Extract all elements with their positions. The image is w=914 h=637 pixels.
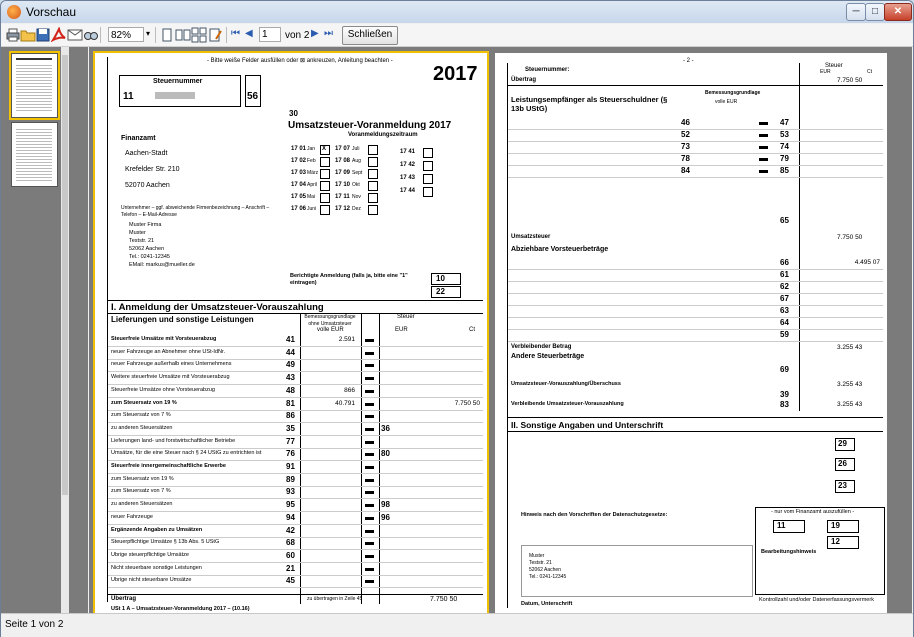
cent-dash xyxy=(365,339,374,342)
close-window-button[interactable]: ✕ xyxy=(884,3,912,21)
unternehmer-line: Muster Firma xyxy=(129,222,162,228)
month-check-box[interactable] xyxy=(320,145,330,155)
abziehbare-header: Abziehbare Vorsteuerbeträge xyxy=(511,246,609,253)
col-eur: volle EUR xyxy=(317,327,344,333)
row-divider xyxy=(508,281,883,282)
month-check-box[interactable] xyxy=(368,169,378,179)
fa-box-number: 11 xyxy=(777,521,786,530)
quarter-cell: 17 41 xyxy=(400,149,416,155)
kz-number: 94 xyxy=(286,512,295,522)
row-label: neuer Fahrzeuge xyxy=(111,513,153,520)
row-label: zu anderen Steuersätzen xyxy=(111,424,173,431)
kz-number: 59 xyxy=(780,330,789,339)
first-page-icon[interactable]: ⏮ xyxy=(231,28,240,39)
kz-number-tax xyxy=(381,360,394,369)
month-check-box[interactable] xyxy=(320,169,330,179)
month-check-box[interactable] xyxy=(320,193,330,203)
find-icon[interactable] xyxy=(83,27,99,43)
hinweis-label: Hinweis nach den Vorschriften der Datenschutzgesetze: xyxy=(521,512,668,518)
kz-number: 81 xyxy=(286,398,295,408)
page2-col-eur: EUR xyxy=(820,69,831,75)
mitwirkung-line: Muster xyxy=(529,553,545,559)
kz-number: 60 xyxy=(286,550,295,560)
quarter-cell: 17 44 xyxy=(400,188,416,194)
month-check-box[interactable] xyxy=(320,205,330,215)
kontrollzahl-label: Kontrollzahl und/oder Datenerfassungsvermerk xyxy=(759,597,874,603)
row-divider xyxy=(508,293,883,294)
thumbnail-page-2[interactable] xyxy=(11,122,58,187)
month-cell: 17 09 xyxy=(335,170,351,176)
kz-number: 86 xyxy=(286,411,295,421)
kz-number: 64 xyxy=(780,318,789,327)
toolbar xyxy=(1,24,913,47)
cent-dash xyxy=(365,568,374,571)
month-cell: 17 06 xyxy=(291,206,307,212)
kz-number-tax: 85 xyxy=(780,166,789,175)
row-label: zum Steuersatz von 7 % xyxy=(111,412,171,419)
row-amount[interactable]: 866 xyxy=(344,386,355,394)
row-label: zum Steuersatz von 7 % xyxy=(111,488,171,495)
page2-steuernummer: Steuernummer: xyxy=(525,67,570,73)
quarter-cell: 17 43 xyxy=(400,175,416,181)
cent-dash xyxy=(365,530,374,533)
kz-number: 91 xyxy=(286,462,295,471)
kz-number-tax xyxy=(381,487,394,496)
ust-vz-label: Umsatzsteuer-Vorauszahlung/Überschuss xyxy=(511,381,621,387)
row-label: Steuerfreie Umsätze ohne Vorsteuerabzug xyxy=(111,386,215,393)
kz-number: 76 xyxy=(286,449,295,459)
zoom-dropdown-icon[interactable]: ▾ xyxy=(146,29,151,38)
kz-number-tax: 36 xyxy=(381,423,390,433)
box-22: 22 xyxy=(436,287,445,296)
app-icon xyxy=(7,5,21,19)
send-icon[interactable] xyxy=(67,27,83,43)
ust-vz-value: 3.255 43 xyxy=(837,381,863,388)
month-cell: 17 11 xyxy=(335,194,350,200)
thumbnail-page-1[interactable] xyxy=(11,53,58,118)
box-10: 10 xyxy=(436,274,445,283)
kz-number: 66 xyxy=(780,258,789,267)
cent-dash xyxy=(759,122,768,125)
kz-number-tax xyxy=(381,551,394,560)
row-label: neuer Fahrzeuge außerhalb eines Unternehmens xyxy=(111,361,232,368)
open-icon[interactable] xyxy=(20,27,36,43)
unternehmer-line: 52062 Aachen xyxy=(129,246,165,252)
section-ii-title: II. Sonstige Angaben und Unterschrift xyxy=(511,420,664,430)
section-13b-title: Leistungsempfänger als Steuerschuldner (§ 13b UStG) xyxy=(511,95,668,113)
quarter-check-box[interactable] xyxy=(423,174,433,184)
next-page-icon[interactable]: ▶ xyxy=(311,28,319,39)
finanzamt-label: Finanzamt xyxy=(121,135,156,142)
row-label: Übrige steuerpflichtige Umsätze xyxy=(111,551,189,558)
cent-dash xyxy=(365,403,374,406)
kz-number: 84 xyxy=(681,166,690,175)
cent-dash xyxy=(759,170,768,173)
kz-number: 44 xyxy=(286,347,295,357)
month-cell: Okt xyxy=(352,182,360,188)
page-number-input[interactable]: 1 xyxy=(259,27,281,42)
month-cell: 17 08 xyxy=(335,158,351,164)
kz-65: 65 xyxy=(780,216,789,225)
page2-header-mark: - 2 - xyxy=(683,58,694,64)
page-count-label: von 2 xyxy=(285,30,310,41)
kz-number-tax: 74 xyxy=(780,142,789,151)
row-divider xyxy=(508,141,883,142)
month-cell: 17 04 xyxy=(291,182,307,188)
title-bar xyxy=(1,1,913,23)
month-cell: 17 02 xyxy=(291,158,307,164)
year: 2017 xyxy=(433,63,478,85)
row-label: zum Steuersatz von 19 % xyxy=(111,475,174,482)
cent-dash xyxy=(365,479,374,482)
row-divider xyxy=(508,165,883,166)
kz-number-tax xyxy=(381,411,394,420)
save-icon[interactable] xyxy=(35,27,51,43)
kz-number-tax xyxy=(381,373,394,382)
page-1 xyxy=(95,53,487,613)
kz-number-tax xyxy=(381,564,394,573)
fa-box-number: 19 xyxy=(831,521,840,530)
page2-col-steuer: Steuer xyxy=(825,63,843,69)
row-label: zu anderen Steuersätzen xyxy=(111,501,173,508)
kz-number: 35 xyxy=(286,423,295,433)
kz-number: 42 xyxy=(286,525,295,535)
kz-83: 83 xyxy=(780,400,789,409)
print-icon[interactable] xyxy=(5,27,21,43)
row-divider xyxy=(508,129,883,130)
row-label: Umsätze, für die eine Steuer nach § 24 UStG zu entrichten ist xyxy=(111,450,262,457)
row-label: Lieferungen land- und forstwirtschaftlicher Betriebe xyxy=(111,437,236,444)
kz-number: 61 xyxy=(780,270,789,279)
status-text: Seite 1 von 2 xyxy=(5,619,64,630)
cent-dash xyxy=(365,453,374,456)
section-i-title: I. Anmeldung der Umsatzsteuer-Vorauszahlung xyxy=(111,302,324,313)
kz-number-tax: 98 xyxy=(381,500,390,510)
cent-dash xyxy=(365,415,374,418)
finanzamt-line: Aachen-Stadt xyxy=(125,150,168,157)
row-label: Ergänzende Angaben zu Umsätzen xyxy=(111,526,203,533)
row-divider xyxy=(108,587,483,588)
berichtigte-label: Berichtigte Anmeldung (falls ja, bitte eine "1" eintragen) xyxy=(290,273,408,286)
form-title: Umsatzsteuer-Voranmeldung 2017 xyxy=(288,120,452,131)
page-2 xyxy=(495,53,887,613)
kz-number: 95 xyxy=(286,500,295,510)
page2-col-volle: volle EUR xyxy=(715,99,738,105)
cent-dash xyxy=(759,134,768,137)
month-check-box[interactable] xyxy=(368,193,378,203)
row-tax[interactable]: 7.750 50 xyxy=(454,399,480,407)
month-cell: 17 03 xyxy=(291,170,307,176)
month-cell: Jan xyxy=(307,146,316,152)
prev-page-icon[interactable]: ◀ xyxy=(245,28,253,39)
unternehmer-line: Tel.: 0241-12345 xyxy=(129,254,170,260)
row-label: Steuerfreie Umsätze mit Vorsteuerabzug xyxy=(111,336,217,342)
kz-number-tax xyxy=(381,399,394,408)
mitwirkung-line: Tel.: 0241-12345 xyxy=(529,574,567,580)
kz-39: 39 xyxy=(780,390,789,399)
verbleibender-label: Verbleibender Betrag xyxy=(511,344,572,350)
kz-number: 78 xyxy=(681,154,690,163)
row-label: Steuerpflichtige Umsätze § 13b Abs. 5 UStG xyxy=(111,539,220,546)
minimize-button[interactable]: ─ xyxy=(846,3,866,21)
month-cell: 17 12 xyxy=(335,206,351,212)
month-cell: Dez xyxy=(352,206,361,212)
kz-number-tax xyxy=(381,538,394,547)
month-cell: Mai xyxy=(307,194,316,200)
cent-dash xyxy=(759,158,768,161)
unternehmer-line: Muster xyxy=(129,230,146,236)
month-cell: Nov xyxy=(352,194,361,200)
row-label: Übrige nicht steuerbare Umsätze xyxy=(111,577,192,584)
last-page-icon[interactable]: ⏭ xyxy=(324,28,333,39)
cent-dash xyxy=(365,364,374,367)
page2-uebertrag: Übertrag xyxy=(511,77,537,83)
month-cell: Aug xyxy=(352,158,361,164)
col-steuer: Steuer xyxy=(397,314,415,320)
cent-dash xyxy=(365,466,374,469)
cent-dash xyxy=(365,555,374,558)
unternehmer-line: Teststr. 21 xyxy=(129,238,155,244)
kz-number-tax xyxy=(381,526,394,535)
cent-dash xyxy=(365,390,374,393)
kz-number-tax xyxy=(381,348,394,357)
row-divider xyxy=(508,329,883,330)
kz-number: 43 xyxy=(286,373,295,383)
page2-col-ct: Ct xyxy=(867,69,872,75)
single-page-view-icon[interactable] xyxy=(159,27,175,43)
cent-dash xyxy=(365,517,374,520)
zoom-select[interactable]: 82% xyxy=(108,27,144,42)
kz-number: 21 xyxy=(286,563,295,573)
month-check-box[interactable] xyxy=(368,145,378,155)
vst-value[interactable]: 4.495 07 xyxy=(854,259,880,266)
row-divider xyxy=(508,177,883,178)
month-cell: Feb xyxy=(307,158,316,164)
kz-number: 93 xyxy=(286,487,295,497)
kz-number: 73 xyxy=(681,142,690,151)
kz-number: 45 xyxy=(286,576,295,586)
cent-dash xyxy=(759,146,768,149)
row-label: zum Steuersatz von 19 % xyxy=(111,399,177,406)
month-cell: 17 01 xyxy=(291,146,307,152)
multi-page-view-icon[interactable] xyxy=(191,27,207,43)
cent-dash xyxy=(365,352,374,355)
kz-number-tax: 53 xyxy=(780,130,789,139)
cent-dash xyxy=(365,428,374,431)
cent-dash xyxy=(365,491,374,494)
month-cell: 17 07 xyxy=(335,146,351,152)
box-30: 30 xyxy=(289,109,298,118)
month-check-box[interactable] xyxy=(368,205,378,215)
uebertrag-hint: zu übertragen in Zeile 45 xyxy=(307,596,363,602)
kz-26: 26 xyxy=(838,459,847,468)
row-divider xyxy=(508,317,883,318)
month-cell: Juli xyxy=(352,146,360,152)
kz-number-tax: 47 xyxy=(780,118,789,127)
kz-number: 46 xyxy=(681,118,690,127)
kz-number-tax xyxy=(381,386,394,395)
header-note: - Bitte weiße Felder ausfüllen oder ⊠ ankreuzen, Anleitung beachten - xyxy=(207,58,393,64)
steuernummer-label: Steuernummer xyxy=(153,78,203,85)
row-divider xyxy=(508,153,883,154)
unternehmer-line: EMail: markus@mueller.de xyxy=(129,262,195,268)
row-divider xyxy=(508,305,883,306)
mitwirkung-line: Teststr. 21 xyxy=(529,560,552,566)
kz-number: 52 xyxy=(681,130,690,139)
finanzamt-box-label: - nur vom Finanzamt auszufüllen - xyxy=(771,509,855,515)
verbleibender-value: 3.255 43 xyxy=(837,344,863,351)
col-bemessung: Bemessungsgrundlage ohne Umsatzsteuer xyxy=(304,314,356,327)
lieferungen-header: Lieferungen und sonstige Leistungen xyxy=(111,315,254,324)
kz-29: 29 xyxy=(838,439,847,448)
month-check-box[interactable] xyxy=(320,181,330,191)
unternehmer-label: Unternehmer – ggf. abweichende Firmenbezeichnung – Anschrift – Telefon – E-Mail-Adresse xyxy=(121,205,270,218)
kz-number-tax: 79 xyxy=(780,154,789,163)
month-check-box[interactable] xyxy=(368,181,378,191)
month-cell: 17 10 xyxy=(335,182,351,188)
quarter-cell: 17 42 xyxy=(400,162,416,168)
andere-header: Andere Steuerbeträge xyxy=(511,353,585,360)
bearbeitungshinweis: Bearbeitungshinweis xyxy=(761,549,817,555)
mitwirkung-line: 52062 Aachen xyxy=(529,567,561,573)
two-page-view-icon[interactable] xyxy=(175,27,191,43)
row-amount[interactable]: 40.791 xyxy=(335,399,355,407)
month-checkbox[interactable]: X xyxy=(322,146,327,152)
kz-number-tax xyxy=(381,462,394,471)
month-cell: April xyxy=(307,182,318,188)
kz-number: 89 xyxy=(286,474,295,484)
kz-number: 48 xyxy=(286,385,295,395)
page2-col-bemessung: Bemessungsgrundlage xyxy=(705,90,761,96)
box-56: 56 xyxy=(247,91,259,102)
thumbnail-pane xyxy=(1,47,88,613)
quarter-check-box[interactable] xyxy=(423,187,433,197)
uebertrag-value: 7.750 50 xyxy=(430,596,458,603)
quarter-check-box[interactable] xyxy=(423,161,433,171)
edit-page-icon[interactable] xyxy=(207,27,223,43)
form-footer: USt 1 A – Umsatzsteuer-Voranmeldung 2017 – (10.16) xyxy=(111,606,250,612)
thumbnail-scroll-thumb[interactable] xyxy=(62,55,68,495)
document-view[interactable] xyxy=(89,47,912,613)
month-cell: Juni xyxy=(307,206,317,212)
voranmeldungszeitraum: Voranmeldungszeitraum xyxy=(348,132,418,138)
cent-dash xyxy=(365,441,374,444)
page2-uebertrag-value: 7.750 50 xyxy=(837,77,863,84)
kz-number-tax xyxy=(381,576,394,585)
pdf-icon[interactable] xyxy=(51,27,67,43)
schliessen-button[interactable]: Schließen xyxy=(342,26,398,45)
finanzamt-line: 52070 Aachen xyxy=(125,182,170,189)
datum-label: Datum, Unterschrift xyxy=(521,601,573,607)
cent-dash xyxy=(365,377,374,380)
col-ct: Ct xyxy=(469,327,475,333)
kz-number-tax xyxy=(381,335,394,344)
month-cell: Sept xyxy=(352,170,363,176)
kz-number: 63 xyxy=(780,306,789,315)
row-divider xyxy=(508,341,883,342)
col-eur2: EUR xyxy=(395,327,408,333)
box-11: 11 xyxy=(123,91,134,102)
kz-number-tax xyxy=(381,437,394,446)
kz-number-tax xyxy=(381,475,394,484)
kz-69: 69 xyxy=(780,365,789,374)
window-title: Vorschau xyxy=(26,5,77,19)
kz-number: 49 xyxy=(286,360,295,370)
verbleibende-vz-label: Verbleibende Umsatzsteuer-Vorauszahlung xyxy=(511,401,624,407)
row-label: Nicht steuerbare sonstige Leistungen xyxy=(111,564,202,571)
kz-number: 62 xyxy=(780,282,789,291)
kz-83-value: 3.255 43 xyxy=(837,401,863,408)
row-divider xyxy=(508,269,883,270)
month-cell: März xyxy=(307,170,319,176)
row-amount[interactable]: 2.591 xyxy=(338,336,355,343)
umsatzsteuer-value: 7.750 50 xyxy=(837,234,863,241)
kz-number: 41 xyxy=(286,335,295,344)
uebertrag-label: Übertrag xyxy=(111,596,137,602)
fa-box-number: 12 xyxy=(831,537,840,546)
row-label: neuer Fahrzeuge an Abnehmer ohne USt-IdNr. xyxy=(111,348,226,355)
kz-23: 23 xyxy=(838,481,847,490)
kz-number-tax: 96 xyxy=(381,512,390,522)
cent-dash xyxy=(365,504,374,507)
umsatzsteuer-label: Umsatzsteuer xyxy=(511,234,551,240)
kz-number: 67 xyxy=(780,294,789,303)
kz-number: 68 xyxy=(286,538,295,548)
month-check-box[interactable] xyxy=(320,157,330,167)
kz-number-tax: 80 xyxy=(381,449,390,459)
quarter-check-box[interactable] xyxy=(423,148,433,158)
row-label: Steuerfreie innergemeinschaftliche Erwerbe xyxy=(111,463,226,469)
cent-dash xyxy=(365,542,374,545)
kz-number: 77 xyxy=(286,436,295,446)
maximize-button[interactable]: □ xyxy=(865,3,885,21)
row-label: Weitere steuerfreie Umsätze mit Vorsteuerabzug xyxy=(111,374,230,381)
cent-dash xyxy=(365,580,374,583)
month-cell: 17 05 xyxy=(291,194,307,200)
status-bar xyxy=(1,613,913,637)
finanzamt-line: Krefelder Str. 210 xyxy=(125,166,180,173)
month-check-box[interactable] xyxy=(368,157,378,167)
